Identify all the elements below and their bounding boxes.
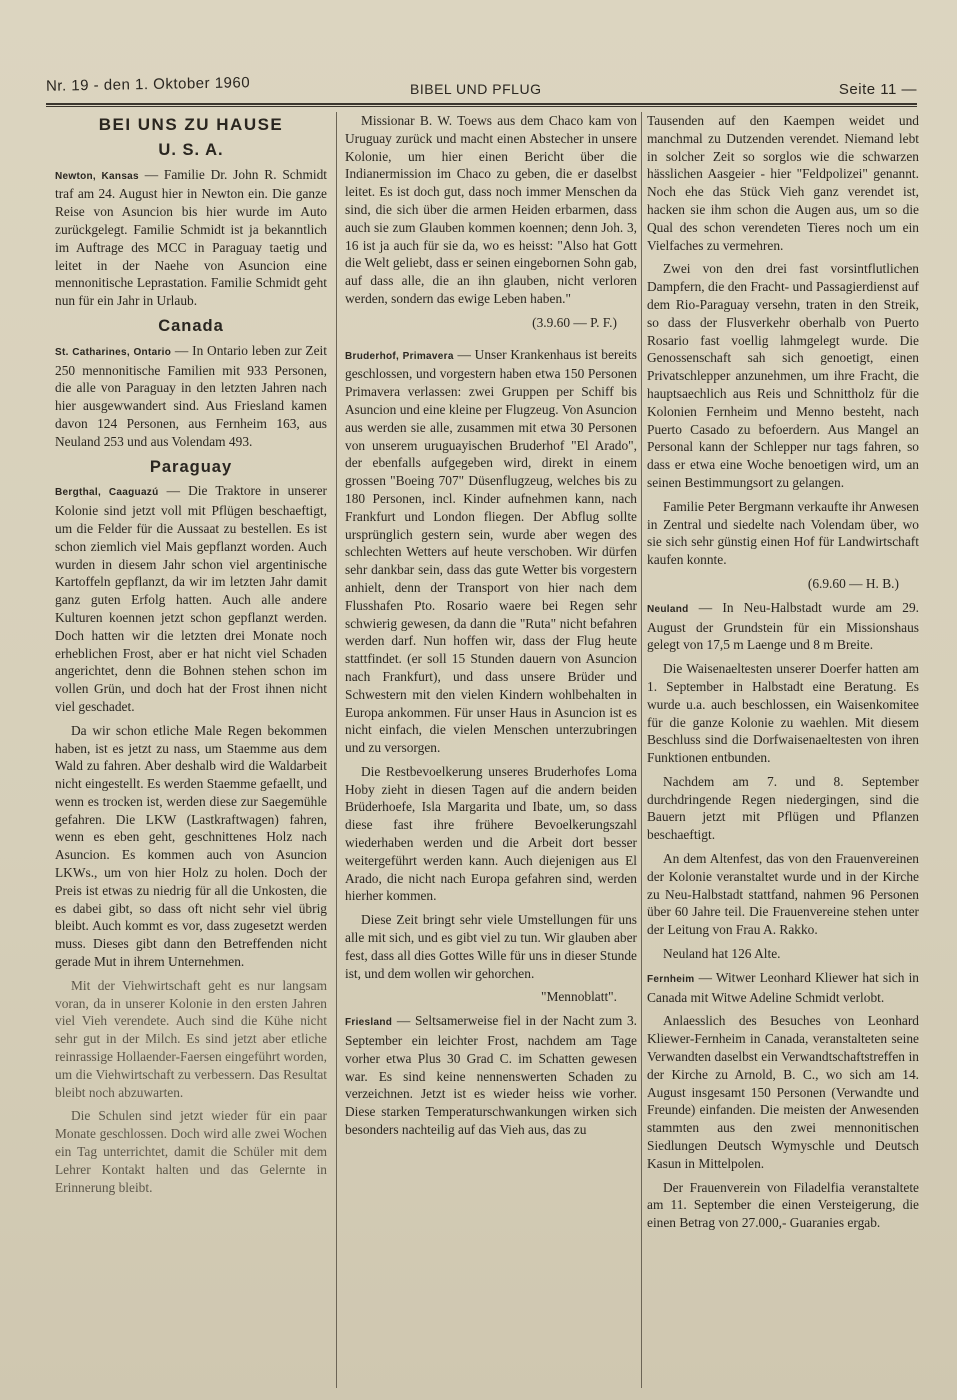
paragraph: Nachdem am 7. und 8. September durchdringende Regen niedergingen, sind die Bauern jetzt mit Pflügen und Pflanzen beschaeftigt.	[647, 773, 919, 843]
dateline: Bergthal, Caaguazú	[55, 487, 159, 499]
article-neuland	[647, 599, 919, 654]
page-header	[40, 74, 917, 104]
paragraph: Familie Peter Bergmann verkaufte ihr Anwesen in Zentral und siedelte nach Volendam über, wo sie sich sehr günstig einen Hof für Landwirtschaft kaufen konnte.	[647, 498, 919, 568]
article-bergthal	[55, 482, 327, 715]
dateline: Fernheim	[647, 973, 695, 985]
article-fernheim	[647, 969, 919, 1007]
issue-date: Nr. 19 - den 1. Oktober 1960	[45, 74, 251, 95]
paragraph: Missionar B. W. Toews aus dem Chaco kam von Uruguay zurück und macht einen Abstecher in unsere Kolonie, um hier einen Bericht über die Indianermission im Chaco zu geben, die er daselbst leitet. Es ist doch gut, dass noch immer Menschen da sind, die sich über die armen Heiden erbarmen, dass auch sie zum Glauben kommen koennen; denn Joh. 3, 16 ist ja auch für sie da, wo es heisst: "Also hat Gott die Welt geliebt, dass er seinen eingebornen Sohn gab, auf dass alle, die an ihn glauben, nicht verloren werden, sondern das ewige Leben haben."	[345, 113, 637, 306]
paragraph: Zwei von den drei fast vorsintflutlichen Dampfern, die den Fracht- und Passagierdienst auf dem Rio-Paraguay versehn, traten in den Streik, so dass der Flusverkehr oberhalb von Puerto Rosario fast voellig lahmgelegt wurde. Die Genossenschaft sah sich genoetigt, einen Privatschlepper anzunehmen, um ihre Fracht, die hauptsaechlich aus Reis und Schnittholz für die Kolonien Fernheim und Menno besteht, nach Puerto Casado zu befoerdern. Aus Mangel an Personal kann der Schlepper nur tags fahren, so dass er etwa eine Woche benoetigen wird, um an seinen Bestimmungsort zu gelangen.	[647, 261, 919, 490]
column-1	[55, 112, 327, 1392]
column-divider	[641, 112, 642, 1388]
paragraph: Die Restbevoelkerung unseres Bruderhofes Loma Hoby zieht in diesen Tagen auf die andern beiden Brüderhoefe, Isla Margarita und Ibate, um, so dass diese fast ihre frühere Bevoelkerungszahl wiederhaben werden und die Arbeit dort besser weitergeführt werden kann. Auch diejenigen aus El Arado, die nicht nach Europa gefahren sind, werden hierher kommen.	[345, 763, 637, 904]
paragraph: Die Waisenaeltesten unserer Doerfer hatten am 1. September in Halbstadt eine Beratung. Es wurde u.a. auch beschlossen, ein Waisenkomitee für die ganze Kolonie zu waehlen. Mit diesem Beschluss sind die Dorfwaisenaeltesten von ihren Funktionen entbunden.	[647, 661, 919, 766]
publication-title: BIBEL UND PFLUG	[410, 81, 542, 97]
paragraph: Mit der Viehwirtschaft geht es nur langsam voran, da in unserer Kolonie in den ersten Jahren viel Vieh verendete. Auch sind die Kühe nicht sehr gut in der Milch. Es sind jetzt aber etliche reinrassige Hollaender-Faersen eingeführt worden, um die Viehwirtschaft zu verbessern. Das Resultat bleibt noch abzuwarten.	[55, 977, 327, 1100]
signature: "Mennoblatt".	[540, 989, 617, 1005]
dateline: Neuland	[647, 603, 689, 615]
dateline: St. Catharines, Ontario	[55, 346, 172, 358]
column-3	[647, 112, 919, 1392]
dateline: Bruderhof, Primavera	[345, 350, 454, 362]
paragraph: Tausenden auf den Kaempen weidet und manchmal zu Dutzenden verendet. Niemand lebt in solcher Zeit so sorglos wie die schwarzen hässlichen Aasgeier - hier "Feldpolizei" genannt. Noch ehe das Stück Vieh ganz verendet ist, hacken sie ihm schon die Augen aus, um so die Qual des schon verendeten Tieres noch um ein Vielfaches zu vermehren.	[647, 113, 919, 253]
paragraph: Die Schulen sind jetzt wieder für ein paar Monate geschlossen. Doch wird alle zwei Wochen ein Tag unterrichtet, damit die Schüler mit dem Lehrer Kontakt halten und das Gelernte in Erinnerung bleibt.	[55, 1108, 327, 1195]
paragraph: An dem Altenfest, das von den Frauenvereinen der Kolonie veranstaltet wurde und in der Kirche zu Neu-Halbstadt stattfand, nahmen 96 Personen über 60 Jahre teil. Die Frauenvereine stehen unter der Leitung von Frau A. Rakko.	[647, 851, 919, 938]
paragraph: Der Frauenverein von Filadelfia veranstaltete am 11. September die einen Versteigerung, die einen Betrag von 27.000,- Guaranies ergab.	[647, 1179, 919, 1231]
paragraph: Neuland hat 126 Alte.	[663, 946, 781, 962]
article-text: — Unser Krankenhaus ist bereits geschlossen, und vorgestern haben etwa 150 Personen Primavera verlassen: zwei Gruppen per Schiff bis Asuncion und eine kleine per Flugzeug. Von Asuncion aus werden sie alle, zusammen mit etwa 30 Personen von unserem uruguayischen Bruderhof "El Arado", der ebenfalls aufgegeben wird, direkt in einem grossen "Boeing 707" Düsenflugzeug, welches bis zu 180 Personen, incl. Kinder aufnehmen kann, nach Frankfurt und London fliegen. Der Abflug sollte ursprünglich gestern sein, wurde aber wegen des schlechten Wetters auf heute verschoben. Wir dürfen sehr dankbar sein, dass das gute Wetter bis vorgestern anhielt, denn der Transport von hier nach dem Flusshafen Pto. Rosario waere bei Regen sehr schwierig gewesen, da dann die "Ruta" nicht befahren werden darf. Nun hoffen wir, dass der Flug heute stattfindet. (er soll 15 Stunden dauern von Asuncion nach Frankfurt), und dass unsere Brüder und Schwestern mit den vielen Kindern wohlbehalten in Europa ankommen. Für unser Haus in Asuncion ist es nicht einfach, die vielen Menschen unterzubringen und zu versorgen.	[345, 346, 637, 756]
article-text: — Die Traktore in unserer Kolonie sind jetzt voll mit Pflügen beschaeftigt, um die Felder für die Aussaat zu bestellen. Es ist schon ziemlich viel Mais gepflanzt worden. Auch wurden in diesem Jahr schon viel argentinische Kartoffeln gepflanzt, da wir im letzten Jahr damit ganz guten Erfolg hatten. Auch alle andere Kulturen koennen jetzt schon gepflanzt werden. Doch hatten wir die letzten drei Monate noch erheblichen Frost, aber er hat nicht viel Schaden angerichtet, denn die Bohnen stehen schon im vollen Grün, und doch hat der Frost ihnen nicht viel geschadet.	[55, 483, 327, 714]
section-heading: BEI UNS ZU HAUSE	[98, 115, 284, 134]
column-divider	[336, 112, 337, 1388]
header-rule	[46, 103, 917, 105]
canada-heading: Canada	[158, 316, 224, 335]
dateline: Newton, Kansas	[55, 170, 139, 182]
paragraph: Da wir schon etliche Male Regen bekommen haben, ist es jetzt zu nass, um Staemme aus dem Wald zu fahren. Aber deshalb wird die Waldarbeit nicht eingestellt. Es werden Staemme gefaellt, und wenn es trocken ist, werden diese zur Saegemühle gefahren. Die LKW (Lastkraftwagen) fahren, wenn es eben geht, geschnittenes Holz nach Asuncion. Es kommen auch von Asuncion LKWs., um von hier Holz zu holen. Doch der Preis ist etwas zu niedrig für all die Unkosten, die es dabei gibt, so dass oft nicht sehr viel übrig bleibt. Auch kommt es vor, dass zugesetzt werden muss. Dieses gibt dann den Betreffenden nicht gerade Mut in ihrem Unternehmen.	[55, 722, 327, 970]
signature: (3.9.60 — P. F.)	[532, 314, 617, 330]
signature: (6.9.60 — H. B.)	[807, 575, 899, 591]
article-text: — In Neu-Halbstadt wurde am 29. August der Grundstein für ein Missionshaus gelegt von 17,5 m Laenge und 8 m Breite.	[647, 599, 919, 653]
header-rule-thin	[46, 106, 917, 107]
column-2	[345, 112, 637, 1392]
article-friesland	[345, 1012, 637, 1139]
dateline: Friesland	[345, 1017, 393, 1029]
article-canada	[55, 342, 327, 451]
paragraph: Diese Zeit bringt sehr viele Umstellungen für uns alle mit sich, und es gibt viel zu tun. Wir glauben aber fest, dass all dies Gottes Wille für uns in dieser Stunde ist, und dem wollen wir gehorchen.	[345, 912, 637, 981]
article-text: — Witwer Leonhard Kliewer hat sich in Canada mit Witwe Adeline Schmidt verlobt.	[647, 969, 919, 1005]
article-text: — In Ontario leben zur Zeit 250 mennonitische Familien mit 933 Personen, die alle von Paraguay in den letzten Jahren nach hier ausgewwandert sind. Aus Friesland kamen davon 124 Personen, aus Fernheim 163, aus Neuland 253 und aus Volendam 493.	[55, 342, 327, 449]
paraguay-heading: Paraguay	[149, 457, 233, 476]
article-text: — Familie Dr. John R. Schmidt traf am 24. August hier in Newton ein. Die ganze Reise von Asuncion bis hier wurde im Auto zurückgelegt. Familie Schmidt ist ja bekanntlich im Auftrage des MCC in Paraguay taetig und leitet in der Naehe von Asuncion eine mennonitische Leprastation. Familie Schmidt geht nun für ein Jahr in Urlaub.	[55, 166, 327, 309]
article-usa	[55, 166, 327, 310]
article-bruderhof	[345, 346, 637, 757]
usa-heading: U. S. A.	[158, 140, 224, 159]
page-number: Seite 11 —	[838, 81, 917, 98]
paragraph: Anlaesslich des Besuches von Leonhard Kliewer-Fernheim in Canada, veranstalteten seine Verwandten daselbst ein Verwandtschaftstreffen in der Kirche zu Arnold, B. C., wo sich am 14. August insgesamt 150 Personen (Verwandte und Freunde) einfanden. Die meisten der Anwesenden stammten aus den zwei mennonitischen Siedlungen Deutsch Wymyschle und Deutsch Kasun in Mittelpolen.	[647, 1013, 919, 1171]
article-text: — Seltsamerweise fiel in der Nacht zum 3. September ein leichter Frost, nachdem am Tage vorher etwa Plus 30 Grad C. im Schatten gewesen war. Es sind keine nennenswerten Schaden zu verzeichnen. Jetzt ist es wieder heiss wie vorher. Diese starken Temperaturschwankungen wirken sich besonders nachteilig auf das Vieh aus, das zu	[345, 1013, 637, 1138]
